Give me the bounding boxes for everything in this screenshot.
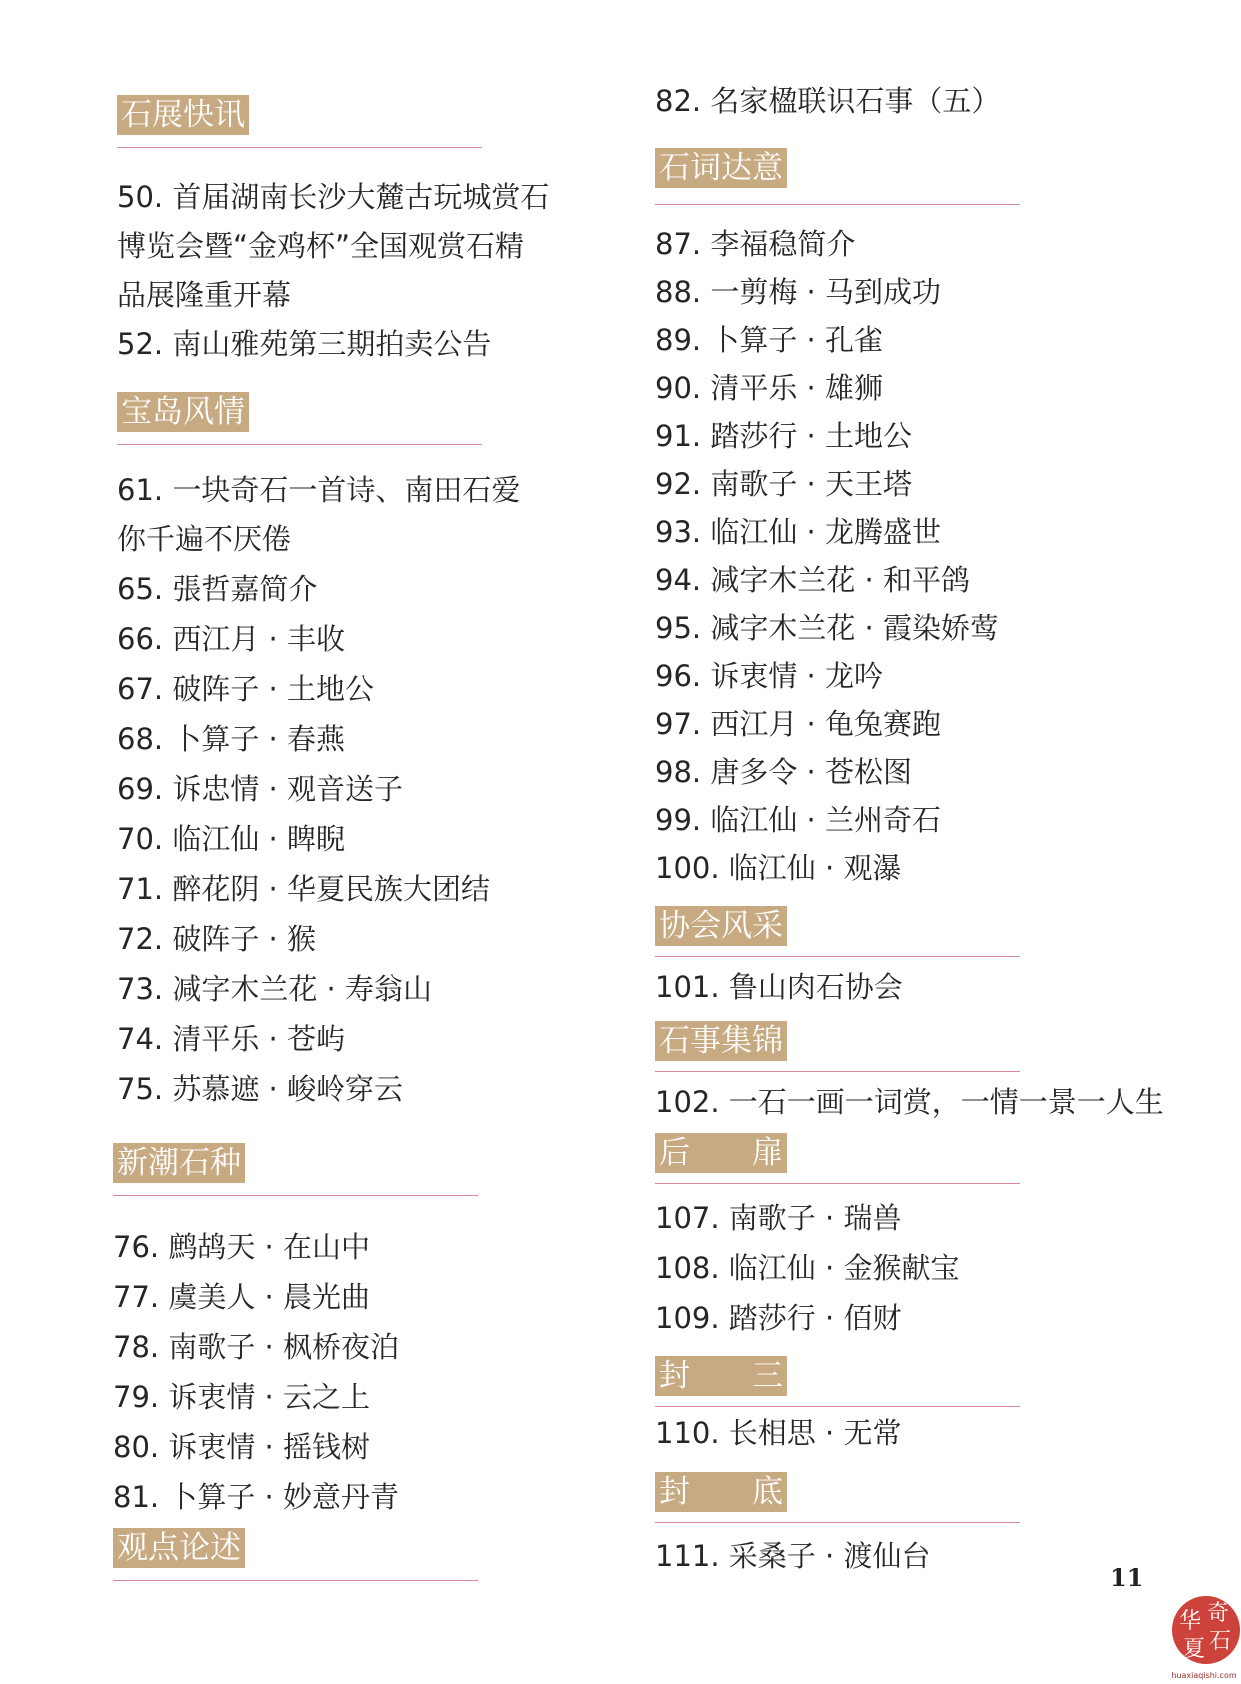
toc-entry[interactable]: 77. 虞美人 · 晨光曲 <box>113 1280 370 1314</box>
toc-entry[interactable]: 66. 西江月 · 丰收 <box>117 622 345 656</box>
section-divider <box>113 1195 478 1196</box>
toc-entry[interactable]: 91. 踏莎行 · 土地公 <box>655 419 912 453</box>
toc-entry[interactable]: 68. 卜算子 · 春燕 <box>117 722 345 756</box>
toc-entry[interactable]: 81. 卜算子 · 妙意丹青 <box>113 1480 399 1514</box>
toc-entry[interactable]: 品展隆重开幕 <box>117 278 292 312</box>
section-title: 石展快讯 <box>117 95 249 135</box>
toc-entry[interactable]: 52. 南山雅苑第三期拍卖公告 <box>117 327 492 361</box>
toc-entry[interactable]: 87. 李福稳简介 <box>655 227 856 261</box>
section-title: 新潮石种 <box>113 1143 245 1183</box>
svg-text:奇: 奇 <box>1206 1601 1230 1626</box>
toc-entry[interactable]: 61. 一块奇石一首诗、南田石爱 <box>117 473 521 507</box>
toc-entry[interactable]: 94. 减字木兰花 · 和平鸽 <box>655 563 970 597</box>
toc-entry[interactable]: 73. 减字木兰花 · 寿翁山 <box>117 972 432 1006</box>
toc-entry[interactable]: 101. 鲁山肉石协会 <box>655 970 903 1004</box>
toc-entry[interactable]: 92. 南歌子 · 天王塔 <box>655 467 912 501</box>
section-divider <box>655 1522 1020 1523</box>
section-divider <box>117 444 482 445</box>
section-divider <box>655 1071 1020 1072</box>
toc-entry[interactable]: 88. 一剪梅 · 马到成功 <box>655 275 941 309</box>
toc-entry[interactable]: 74. 清平乐 · 苍屿 <box>117 1022 345 1056</box>
toc-entry[interactable]: 100. 临江仙 · 观瀑 <box>655 851 902 885</box>
toc-entry[interactable]: 82. 名家楹联识石事（五） <box>655 84 1001 118</box>
section-divider <box>655 956 1020 957</box>
section-divider <box>113 1580 478 1581</box>
toc-entry[interactable]: 你千遍不厌倦 <box>117 522 292 556</box>
toc-entry[interactable]: 76. 鹧鸪天 · 在山中 <box>113 1230 370 1264</box>
toc-entry[interactable]: 71. 醉花阴 · 华夏民族大团结 <box>117 872 490 906</box>
toc-entry[interactable]: 111. 采桑子 · 渡仙台 <box>655 1539 931 1573</box>
section-title: 封 三 <box>655 1356 787 1396</box>
section-title: 石词达意 <box>655 148 787 188</box>
toc-entry[interactable]: 97. 西江月 · 龟兔赛跑 <box>655 707 941 741</box>
page-number: 11 <box>1110 1563 1144 1592</box>
toc-entry[interactable]: 博览会暨“金鸡杯”全国观赏石精 <box>117 229 525 263</box>
toc-entry[interactable]: 79. 诉衷情 · 云之上 <box>113 1380 370 1414</box>
section-divider <box>655 1183 1020 1184</box>
section-title: 后 扉 <box>655 1133 787 1173</box>
toc-entry[interactable]: 102. 一石一画一词赏，一情一景一人生 <box>655 1085 1164 1119</box>
toc-entry[interactable]: 98. 唐多令 · 苍松图 <box>655 755 912 789</box>
toc-entry[interactable]: 65. 張哲嘉简介 <box>117 572 318 606</box>
toc-entry[interactable]: 75. 苏慕遮 · 峻岭穿云 <box>117 1072 403 1106</box>
toc-entry[interactable]: 80. 诉衷情 · 摇钱树 <box>113 1430 370 1464</box>
svg-text:华: 华 <box>1178 1609 1202 1634</box>
section-title: 石事集锦 <box>655 1021 787 1061</box>
svg-text:huaxiaqishi.com: huaxiaqishi.com <box>1171 1671 1237 1680</box>
toc-entry[interactable]: 67. 破阵子 · 土地公 <box>117 672 374 706</box>
toc-entry[interactable]: 95. 减字木兰花 · 霞染娇莺 <box>655 611 999 645</box>
toc-entry[interactable]: 78. 南歌子 · 枫桥夜泊 <box>113 1330 399 1364</box>
toc-entry[interactable]: 69. 诉忠情 · 观音送子 <box>117 772 403 806</box>
toc-entry[interactable]: 93. 临江仙 · 龙腾盛世 <box>655 515 941 549</box>
toc-entry[interactable]: 72. 破阵子 · 猴 <box>117 922 316 956</box>
section-title: 观点论述 <box>113 1528 245 1568</box>
section-title: 协会风采 <box>655 906 787 946</box>
svg-text:石: 石 <box>1208 1629 1232 1654</box>
section-divider <box>655 204 1020 205</box>
toc-entry[interactable]: 90. 清平乐 · 雄狮 <box>655 371 883 405</box>
toc-entry[interactable]: 89. 卜算子 · 孔雀 <box>655 323 883 357</box>
section-divider <box>655 1406 1020 1407</box>
toc-entry[interactable]: 96. 诉衷情 · 龙吟 <box>655 659 883 693</box>
toc-entry[interactable]: 107. 南歌子 · 瑞兽 <box>655 1201 902 1235</box>
toc-entry[interactable]: 99. 临江仙 · 兰州奇石 <box>655 803 941 837</box>
svg-text:夏: 夏 <box>1182 1637 1206 1662</box>
toc-entry[interactable]: 50. 首届湖南长沙大麓古玩城赏石 <box>117 180 550 214</box>
toc-entry[interactable]: 109. 踏莎行 · 佰财 <box>655 1301 902 1335</box>
section-title: 宝岛风情 <box>117 392 249 432</box>
toc-entry[interactable]: 70. 临江仙 · 睥睨 <box>117 822 345 856</box>
huaxia-qishi-seal-logo <box>1160 1590 1240 1684</box>
toc-entry[interactable]: 110. 长相思 · 无常 <box>655 1416 902 1450</box>
section-title: 封 底 <box>655 1472 787 1512</box>
section-divider <box>117 147 482 148</box>
toc-entry[interactable]: 108. 临江仙 · 金猴献宝 <box>655 1251 960 1285</box>
